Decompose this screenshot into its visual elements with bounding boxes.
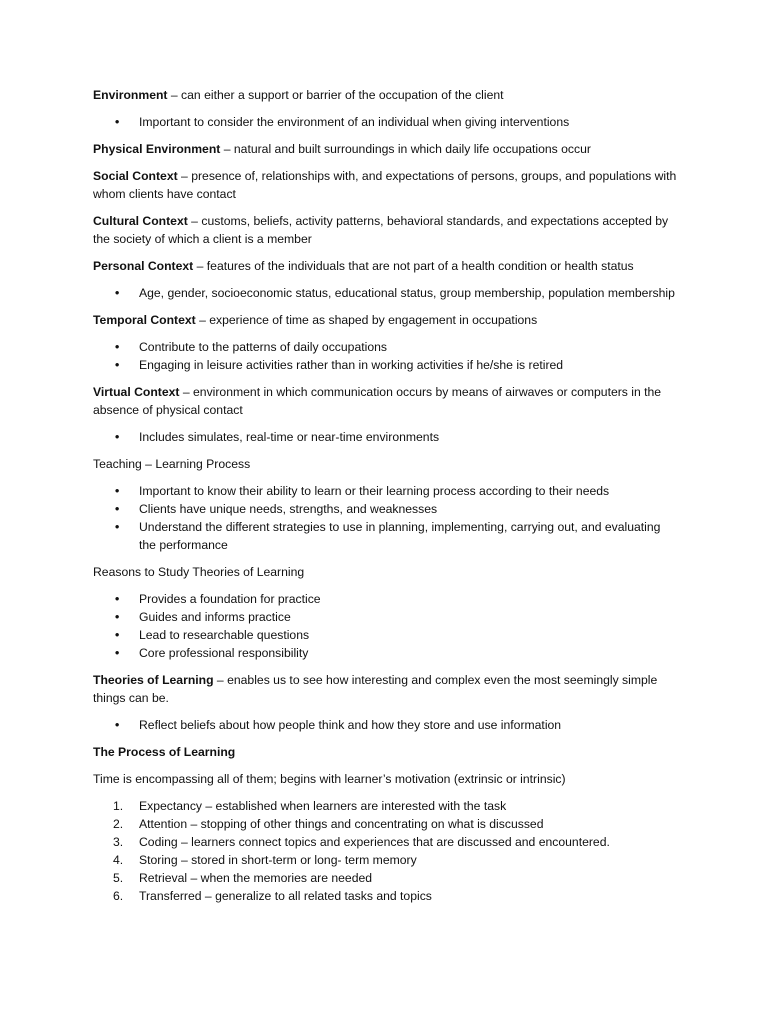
step-text: Coding – learners connect topics and experiences that are discussed and encountered. <box>139 835 610 849</box>
list-item: • Includes simulates, real-time or near-time environments <box>93 428 678 446</box>
list-item: • Age, gender, socioeconomic status, educational status, group membership, population membership <box>93 284 678 302</box>
cultural-text: – customs, beliefs, activity patterns, behavioral standards, and expectations accepted by the society of which a client is a member <box>93 214 669 246</box>
social-definition <box>93 167 678 203</box>
environment-text: – can either a support or barrier of the occupation of the client <box>167 88 504 102</box>
document-body <box>93 86 678 914</box>
step-text: Transferred – generalize to all related tasks and topics <box>139 889 432 903</box>
process-heading <box>93 743 678 761</box>
virtual-definition <box>93 383 678 419</box>
process-intro: Time is encompassing all of them; begins with learner’s motivation (extrinsic or intrinsic) <box>93 772 566 786</box>
list-item <box>93 797 678 815</box>
teaching-heading: Teaching – Learning Process <box>93 457 251 471</box>
personal-bullets <box>93 284 678 302</box>
temporal-definition <box>93 311 678 329</box>
environment-term: Environment <box>93 88 168 102</box>
step-number: 1. <box>113 799 124 813</box>
theories-definition <box>93 671 678 707</box>
physical-definition <box>93 140 678 158</box>
step-number: 6. <box>113 889 124 903</box>
virtual-text: – environment in which communication occurs by means of airwaves or computers in the absence of physical contact <box>93 385 662 417</box>
list-item <box>93 833 678 851</box>
theories-bullets <box>93 716 678 734</box>
list-item: • Engaging in leisure activities rather than in working activities if he/she is retired <box>93 356 678 374</box>
list-item: • Provides a foundation for practice <box>93 590 678 608</box>
physical-term: Physical Environment <box>93 142 221 156</box>
theories-term: Theories of Learning <box>93 673 214 687</box>
teaching-bullets <box>93 482 678 554</box>
social-term: Social Context <box>93 169 178 183</box>
list-item <box>93 815 678 833</box>
list-item: • Understand the different strategies to use in planning, implementing, carrying out, and evaluating the performance <box>93 518 678 554</box>
step-number: 4. <box>113 853 124 867</box>
cultural-definition <box>93 212 678 248</box>
temporal-bullets <box>93 338 678 374</box>
step-number: 3. <box>113 835 124 849</box>
process-steps <box>93 797 678 905</box>
list-item: • Lead to researchable questions <box>93 626 678 644</box>
list-item <box>93 887 678 905</box>
step-text: Retrieval – when the memories are needed <box>139 871 373 885</box>
process-heading-text: The Process of Learning <box>93 745 236 759</box>
list-item: • Important to know their ability to learn or their learning process according to their needs <box>93 482 678 500</box>
virtual-term: Virtual Context <box>93 385 180 399</box>
reasons-heading: Reasons to Study Theories of Learning <box>93 565 305 579</box>
theories-text: – enables us to see how interesting and complex even the most seemingly simple things can be. <box>93 673 658 705</box>
temporal-text: – experience of time as shaped by engagement in occupations <box>195 313 538 327</box>
physical-text: – natural and built surroundings in which daily life occupations occur <box>220 142 591 156</box>
list-item: • Important to consider the environment of an individual when giving interventions <box>93 113 678 131</box>
list-item <box>93 869 678 887</box>
list-item: • Reflect beliefs about how people think and how they store and use information <box>93 716 678 734</box>
environment-bullets <box>93 113 678 131</box>
list-item: • Guides and informs practice <box>93 608 678 626</box>
list-item: • Core professional responsibility <box>93 644 678 662</box>
step-number: 2. <box>113 817 124 831</box>
virtual-bullets <box>93 428 678 446</box>
personal-definition <box>93 257 678 275</box>
social-text: – presence of, relationships with, and expectations of persons, groups, and populations with whom clients have contact <box>93 169 677 201</box>
personal-term: Personal Context <box>93 259 194 273</box>
step-text: Expectancy – established when learners are interested with the task <box>139 799 507 813</box>
list-item: • Contribute to the patterns of daily occupations <box>93 338 678 356</box>
step-text: Storing – stored in short-term or long- term memory <box>139 853 417 867</box>
reasons-bullets <box>93 590 678 662</box>
personal-text: – features of the individuals that are not part of a health condition or health status <box>193 259 634 273</box>
step-number: 5. <box>113 871 124 885</box>
environment-definition <box>93 86 678 104</box>
list-item: • Clients have unique needs, strengths, and weaknesses <box>93 500 678 518</box>
step-text: Attention – stopping of other things and concentrating on what is discussed <box>139 817 544 831</box>
temporal-term: Temporal Context <box>93 313 196 327</box>
list-item <box>93 851 678 869</box>
cultural-term: Cultural Context <box>93 214 188 228</box>
